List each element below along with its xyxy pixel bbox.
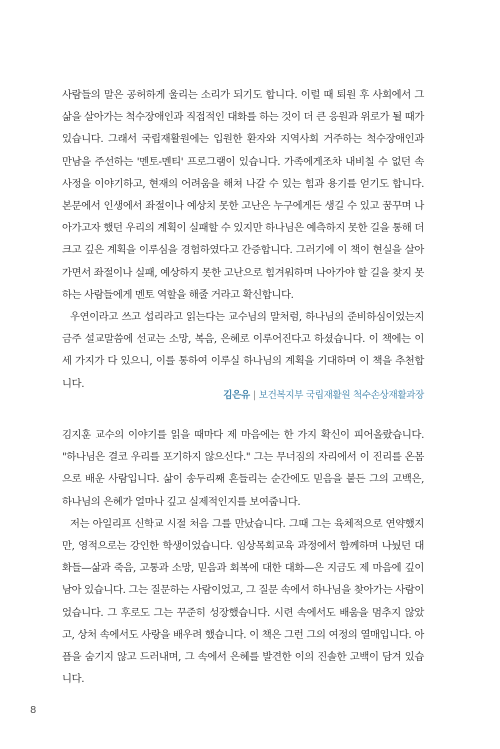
endorser-affiliation: 보건복지부 국립재활원 척수손상재활과장: [258, 390, 424, 401]
page-number: 8: [30, 705, 37, 716]
endorsement-body-1: [62, 84, 424, 395]
signature-separator: |: [252, 390, 256, 401]
endorsement-body-2: [62, 424, 424, 690]
endorser-name: 김은유: [223, 390, 250, 401]
paragraph: 우연이라고 쓰고 섭리라고 읽는다는 교수님의 말처럼, 하나님의 준비하심이었는지 금주 설교말씀에 선교는 소망, 복음, 은혜로 이루어진다고 하셨습니다. 이 책에는 이 세 가지가 다 있으니, 이를 통하여 이루실 하나님의 계획을 기대하며 이 책을 추천합니다.: [62, 311, 424, 390]
paragraph: 사람들의 말은 공허하게 울리는 소리가 되기도 합니다. 이럴 때 퇴원 후 사회에서 그 삶을 살아가는 척수장애인과 직접적인 대화를 하는 것이 더 큰 응원과 위로가 될 때가 있습니다. 그래서 국립재활원에는 입원한 환자와 지역사회 거주하는 척수장애인과 만남을 주선하는 '멘토-멘티' 프로그램이 있습니다. 가족에게조차 내비칠 수 없던 속사정을 이야기하고, 현재의 어려움을 해쳐 나갈 수 있는 힘과 용기를 얻기도 합니다. 본문에서 인생에서 좌절이나 예상치 못한 고난은 누구에게든 생길 수 있고 꿈꾸며 나아가고자 했던 우리의 계획이 실패할 수 있지만 하나님은 예측하지 못한 길을 통해 더 크고 깊은 계획을 이루심을 경험하였다고 간증합니다. 그러기에 이 책이 현실을 살아가면서 좌절이나 실패, 예상하지 못한 고난으로 힘겨워하며 나아가야 할 길을 찾지 못하는 사람들에게 멘토 역할을 해줄 거라고 확신합니다.: [62, 89, 424, 301]
paragraph: 저는 아일리프 신학교 시절 처음 그를 만났습니다. 그때 그는 육체적으로 연약했지만, 영적으로는 강인한 학생이었습니다. 임상목회교육 과정에서 함께하며 나눴던 대화들—삶과 죽음, 고통과 소망, 믿음과 회복에 대한 대화—은 지금도 제 마음에 깊이 남아 있습니다. 그는 질문하는 사람이었고, 그 질문 속에서 하나님을 찾아가는 사람이었습니다. 그 후로도 그는 꾸준히 성장했습니다. 시련 속에서도 배움을 멈추지 않았고, 상처 속에서도 사랑을 배우려 했습니다. 이 책은 그런 그의 여정의 열매입니다. 아픔을 숨기지 않고 드러내며, 그 속에서 은혜를 발견한 이의 진솔한 고백이 담겨 있습니다.: [62, 517, 424, 686]
paragraph: 김지훈 교수의 이야기를 읽을 때마다 제 마음에는 한 가지 확신이 피어올랐습니다. "하나님은 결코 우리를 포기하지 않으신다." 그는 무너짐의 자리에서 이 진리를 온몸으로 배운 사람입니다. 삶이 송두리째 흔들리는 순간에도 믿음을 붙든 그의 고백은, 하나님의 은혜가 얼마나 깊고 실제적인지를 보여줍니다.: [62, 429, 424, 508]
endorser-signature: [223, 387, 424, 401]
